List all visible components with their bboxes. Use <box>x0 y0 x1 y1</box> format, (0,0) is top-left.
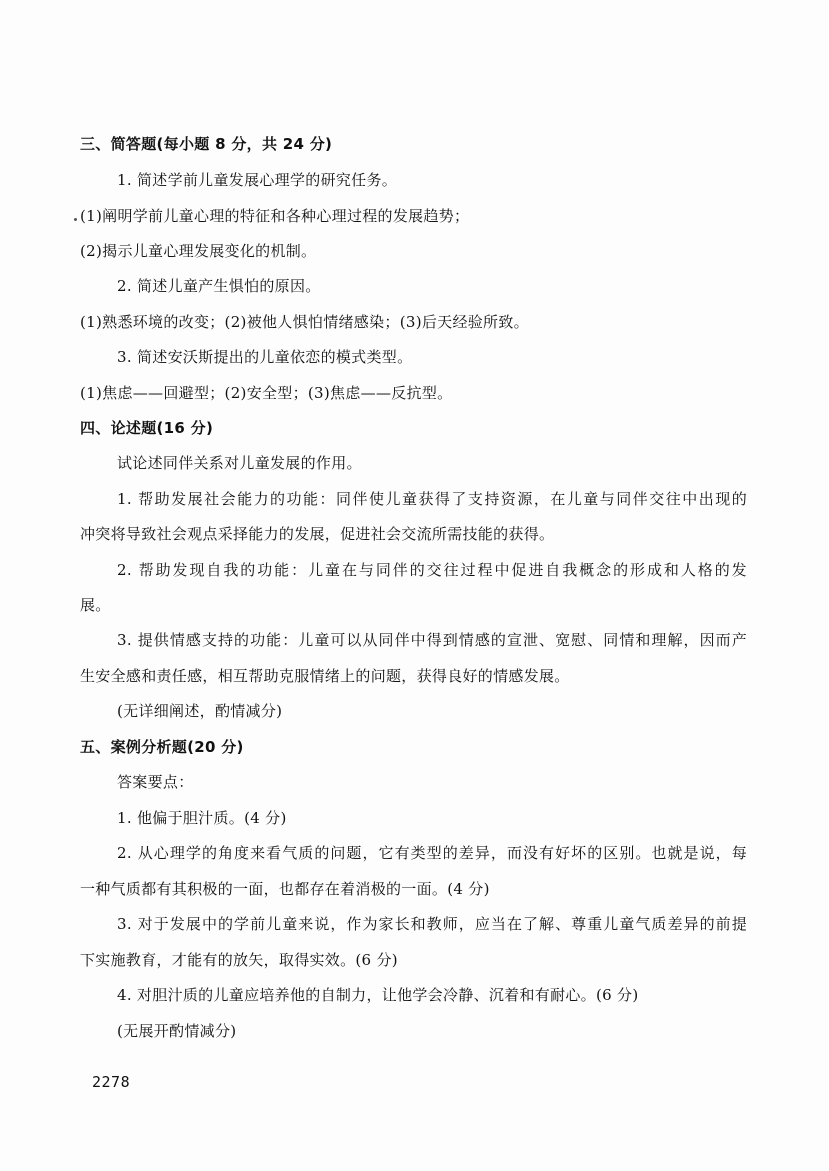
page-number: 2278 <box>92 1073 131 1091</box>
section-3-question-3: 3. 简述安沃斯提出的儿童依恋的模式类型。 <box>117 348 413 366</box>
section-5-point-2-line-2: 一种气质都有其积极的一面，也都存在着消极的一面。(4 分) <box>80 880 490 898</box>
section-4-point-2-line-2: 展。 <box>80 596 111 614</box>
section-5-note: (无展开酌情减分) <box>117 1022 237 1040</box>
section-5-point-2-line-1: 2. 从心理学的角度来看气质的问题，它有类型的差异，而没有好坏的区别。也就是说，每 <box>117 844 747 862</box>
section-5-point-1: 1. 他偏于胆汁质。(4 分) <box>117 809 287 827</box>
section-3-answer-2: (1)熟悉环境的改变；(2)被他人惧怕情绪感染；(3)后天经验所致。 <box>80 313 529 331</box>
section-3-answer-1-1: (1)阐明学前儿童心理的特征和各种心理过程的发展趋势； <box>80 207 470 225</box>
section-3-answer-3: (1)焦虑——回避型；(2)安全型；(3)焦虑——反抗型。 <box>80 384 453 402</box>
section-3-question-1: 1. 简述学前儿童发展心理学的研究任务。 <box>117 171 398 189</box>
section-4-point-2-line-1: 2. 帮助发现自我的功能：儿童在与同伴的交往过程中促进自我概念的形成和人格的发 <box>117 561 747 579</box>
section-4-point-1-line-1: 1. 帮助发展社会能力的功能：同伴使儿童获得了支持资源，在儿童与同伴交往中出现的 <box>117 490 747 508</box>
section-5-heading: 五、案例分析题(20 分) <box>80 738 244 756</box>
section-5-point-3-line-2: 下实施教育，才能有的放矢，取得实效。(6 分) <box>80 951 398 969</box>
stray-mark <box>74 218 77 221</box>
section-3-answer-1-2: (2)揭示儿童心理发展变化的机制。 <box>80 242 317 260</box>
section-5-intro: 答案要点： <box>117 773 194 791</box>
section-4-point-1-line-2: 冲突将导致社会观点采择能力的发展，促进社会交流所需技能的获得。 <box>80 525 555 543</box>
section-3-question-2: 2. 简述儿童产生惧怕的原因。 <box>117 277 321 295</box>
section-5-point-3-line-1: 3. 对于发展中的学前儿童来说，作为家长和教师，应当在了解、尊重儿童气质差异的前提 <box>117 915 747 933</box>
section-5-point-4: 4. 对胆汁质的儿童应培养他的自制力，让他学会冷静、沉着和有耐心。(6 分) <box>117 986 639 1004</box>
section-4-heading: 四、论述题(16 分) <box>80 419 214 437</box>
section-4-point-3-line-2: 生安全感和责任感，相互帮助克服情绪上的问题，获得良好的情感发展。 <box>80 667 570 685</box>
section-4-note: (无详细阐述，酌情减分) <box>117 702 283 720</box>
section-4-question: 试论述同伴关系对儿童发展的作用。 <box>117 454 362 472</box>
section-4-point-3-line-1: 3. 提供情感支持的功能：儿童可以从同伴中得到情感的宣泄、宽慰、同情和理解，因而产 <box>117 631 747 649</box>
section-3-heading: 三、简答题(每小题 8 分，共 24 分) <box>80 135 333 153</box>
